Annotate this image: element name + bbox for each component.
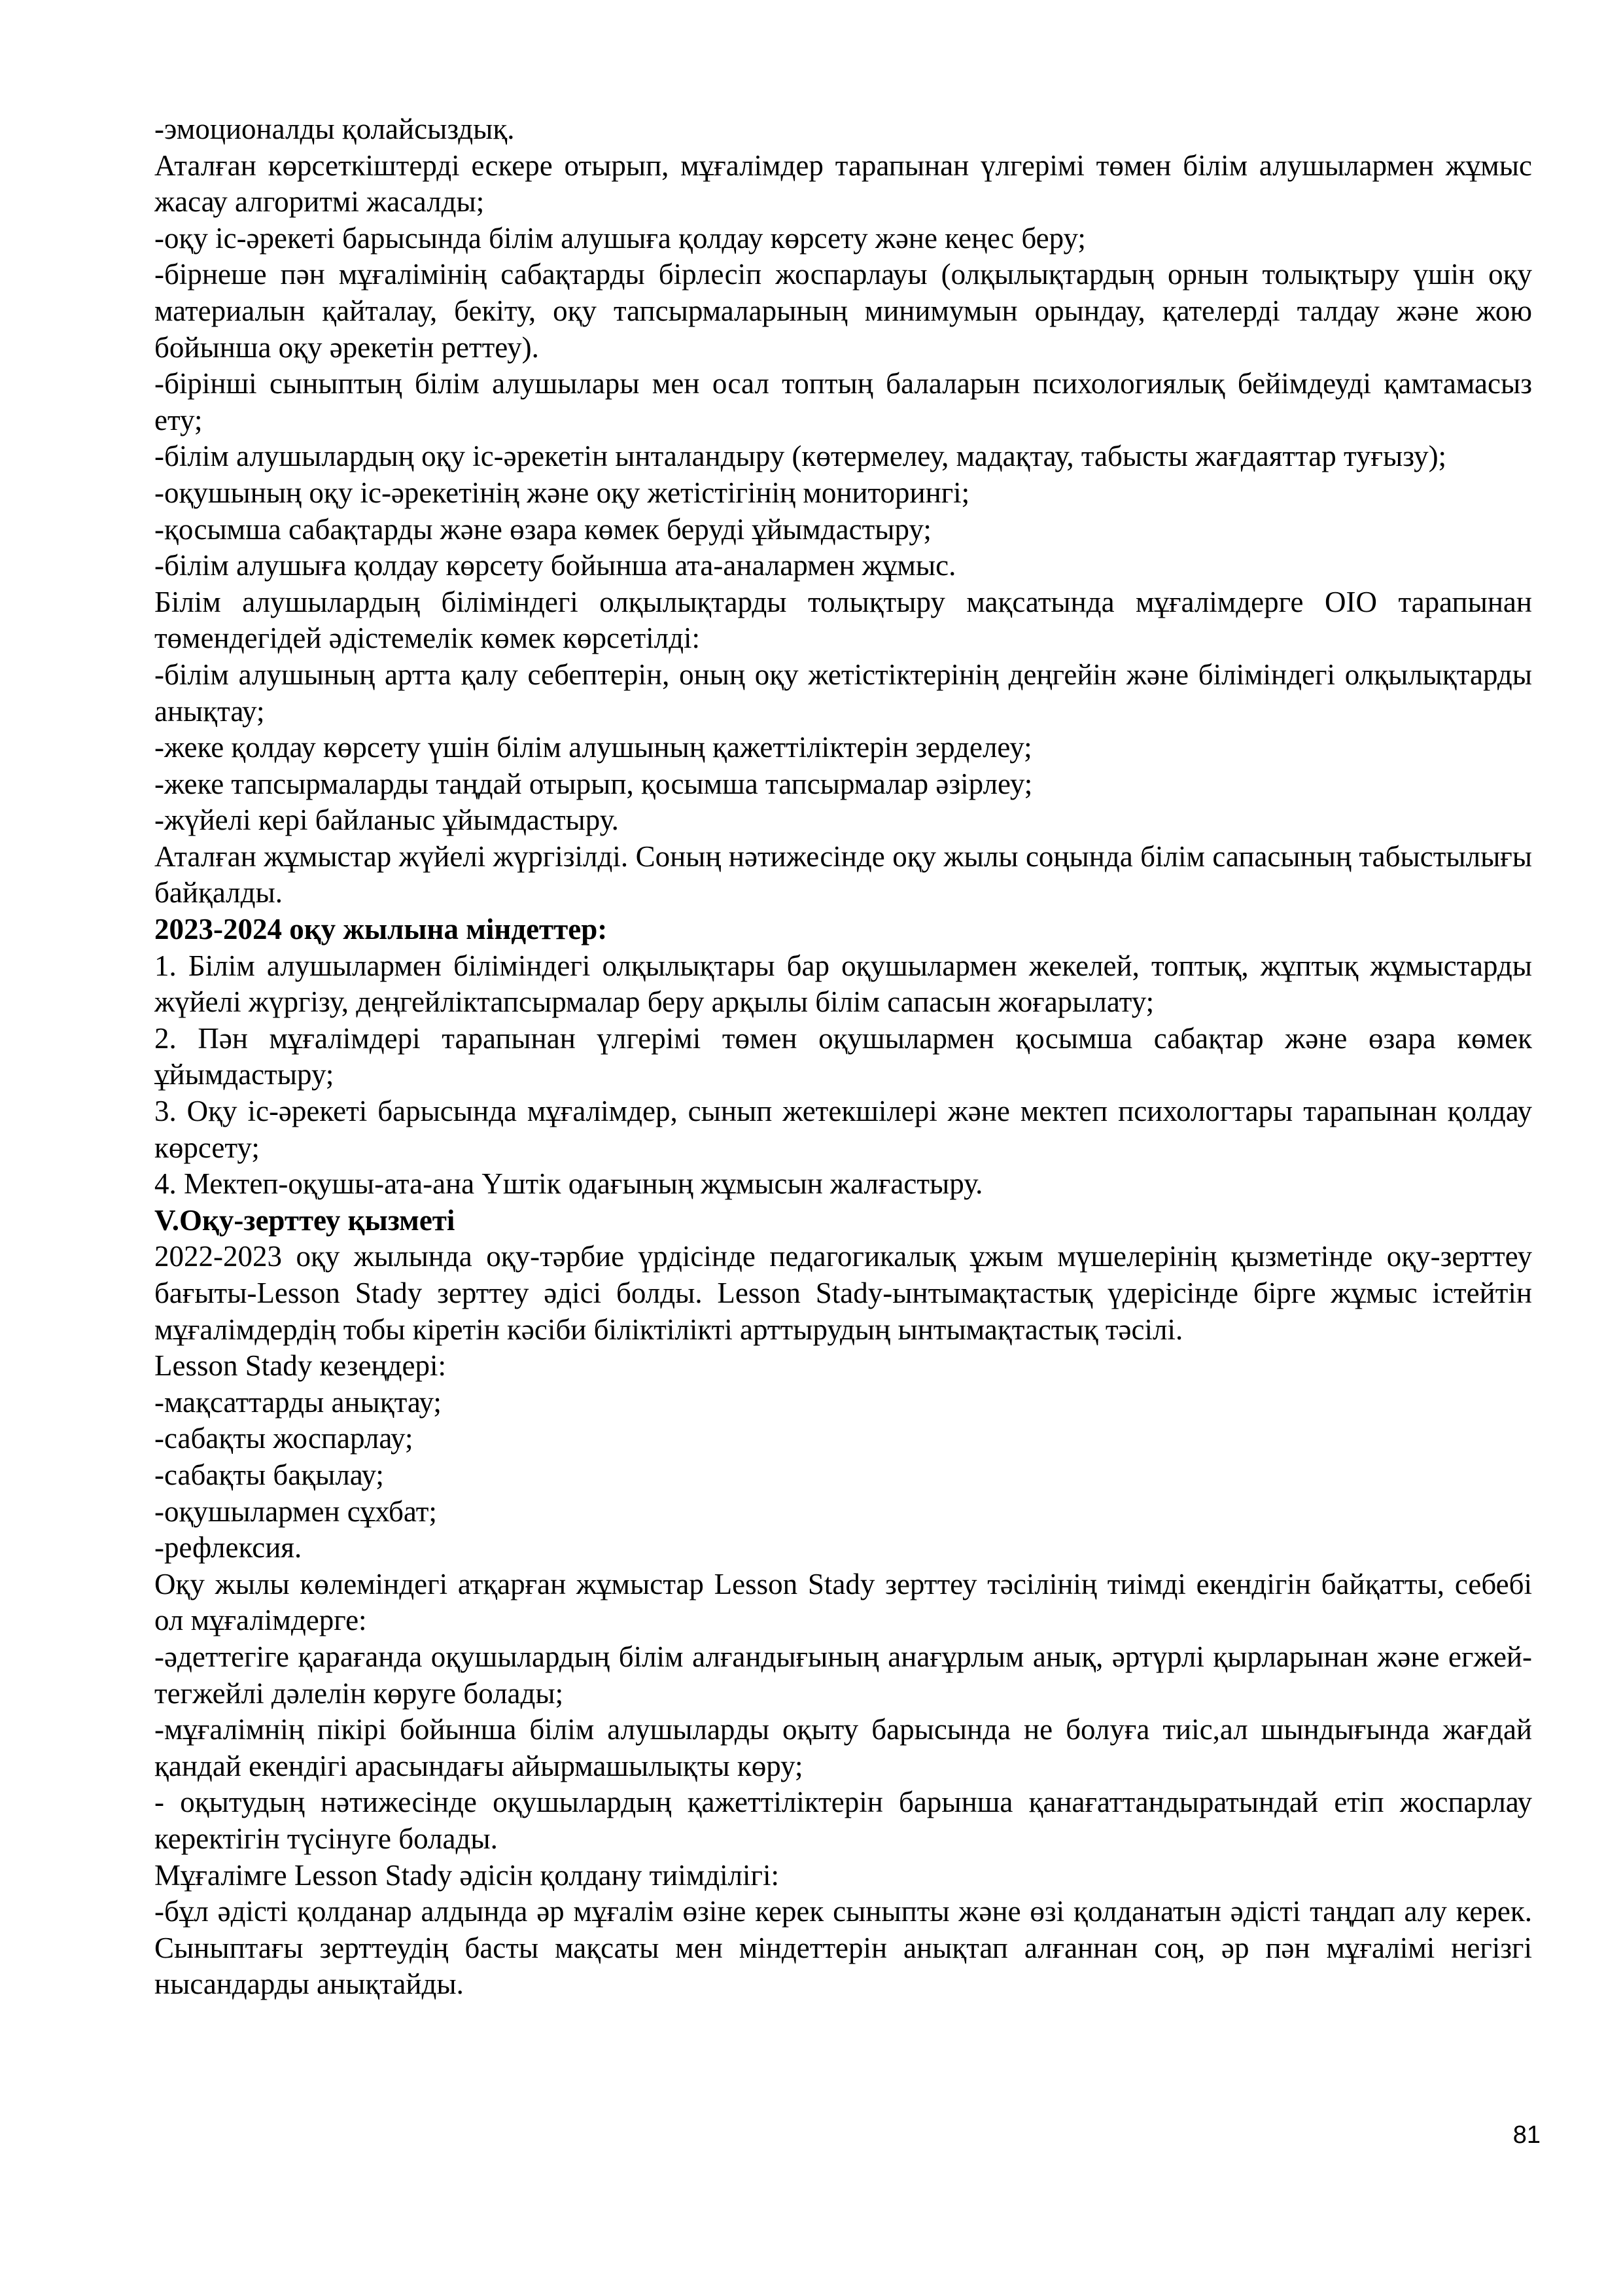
paragraph: -әдеттегіге қарағанда оқушылардың білім алғандығының анағұрлым анық, әртүрлі қырларынан және егжей-тегжейлі дәлелін көруге болады; [154, 1640, 1532, 1710]
paragraph: Мұғалімге Lesson Stady әдісін қолдану тиімділігі: [154, 1858, 779, 1892]
paragraph: 4. Мектеп-оқушы-ата-ана Үштік одағының жұмысын жалғастыру. [154, 1167, 983, 1201]
paragraph: Lesson Stady кезеңдері: [154, 1349, 446, 1383]
paragraph: -бірінші сыныптың білім алушылары мен осал топтың балаларын психологиялық бейімдеуді қамтамасыз ету; [154, 367, 1532, 436]
paragraph: -білім алушының артта қалу себептерін, оның оқу жетістіктерінің деңгейін және біліміндегі олқылықтарды анықтау; [154, 658, 1532, 728]
paragraph: -сабақты жоспарлау; [154, 1422, 413, 1455]
paragraph: -мақсаттарды анықтау; [154, 1385, 442, 1419]
paragraph: -эмоционалды қолайсыздық. [154, 113, 515, 145]
paragraph: - оқытудың нәтижесінде оқушылардың қажеттіліктерін барынша қанағаттандыратындай етіп жоспарлау керектігін түсінуге болады. [154, 1786, 1532, 1855]
paragraph: -бірнеше пән мұғалімінің сабақтарды бірлесіп жоспарлауы (олқылықтардың орнын толықтыру үшін оқу материалын қайталау, бекіту, оқу тапсырмаларының минимумын орындау, қателерді талдау және жою бойынша оқу әрекетін реттеу). [154, 258, 1532, 364]
paragraph: Оқу жылы көлеміндегі атқарған жұмыстар Lesson Stady зерттеу тәсілінің тиімді екендігін байқатты, себебі ол мұғалімдерге: [154, 1567, 1532, 1637]
section-heading: 2023-2024 оқу жылына міндеттер: [154, 913, 608, 946]
paragraph: Білім алушылардың біліміндегі олқылықтарды толықтыру мақсатында мұғалімдерге ОІО тарапынан төмендегідей әдістемелік көмек көрсетілді: [154, 585, 1532, 655]
paragraph: -білім алушылардың оқу іс-әрекетін ынталандыру (көтермелеу, мадақтау, табысты жағдаяттар туғызу); [154, 440, 1447, 473]
paragraph: -рефлексия. [154, 1531, 302, 1564]
paragraph: -қосымша сабақтарды және өзара көмек беруді ұйымдастыру; [154, 512, 932, 546]
paragraph: -оқушылармен сұхбат; [154, 1494, 437, 1528]
paragraph: -білім алушыға қолдау көрсету бойынша ата-аналармен жұмыс. [154, 549, 956, 582]
paragraph: -сабақты бақылау; [154, 1458, 384, 1491]
paragraph: Аталған жұмыстар жүйелі жүргізілді. Соның нәтижесінде оқу жылы соңында білім сапасының табыстылығы байқалды. [154, 839, 1532, 910]
page-number: 81 [1512, 2121, 1541, 2149]
document-body [154, 111, 1532, 2003]
paragraph: 2022-2023 оқу жылында оқу-тәрбие үрдісінде педагогикалық ұжым мүшелерінің қызметінде оқу-зерттеу бағыты-Lesson Stady зерттеу әдісі болды. Lesson Stady-ынтымақтастық үдерісінде бірге жұмыс істейтін мұғалімдердің тобы кіретін кәсіби біліктілікті арттырудың ынтымақтастық тәсілі. [154, 1240, 1532, 1346]
paragraph: -жеке тапсырмаларды таңдай отырып, қосымша тапсырмалар әзірлеу; [154, 767, 1033, 800]
section-heading: V.Оқу-зерттеу қызметі [154, 1203, 455, 1237]
paragraph: -мұғалімнің пікірі бойынша білім алушыларды оқыту барысында не болуға тиіс,ал шындығында жағдай қандай екендігі арасындағы айырмашылықты көру; [154, 1713, 1532, 1782]
paragraph: -жүйелі кері байланыс ұйымдастыру. [154, 804, 619, 837]
paragraph: -жеке қолдау көрсету үшін білім алушының қажеттіліктерін зерделеу; [154, 731, 1032, 764]
paragraph: -бұл әдісті қолданар алдында әр мұғалім өзіне керек сыныпты және өзі қолданатын әдісті таңдап алу керек. Сыныптағы зерттеудің басты мақсаты мен міндеттерін анықтап алғаннан соң, әр пән мұғалімі негізгі нысандарды анықтайды. [154, 1895, 1532, 2001]
paragraph: 3. Оқу іс-әрекеті барысында мұғалімдер, сынып жетекшілері және мектеп психологтары тарапынан қолдау көрсету; [154, 1095, 1532, 1164]
paragraph: -оқу іс-әрекеті барысында білім алушыға қолдау көрсету және кеңес беру; [154, 221, 1086, 255]
paragraph: Аталған көрсеткіштерді ескере отырып, мұғалімдер тарапынан үлгерімі төмен білім алушылармен жұмыс жасау алгоритмі жасалды; [154, 149, 1532, 219]
paragraph: 2. Пән мұғалімдері тарапынан үлгерімі төмен оқушылармен қосымша сабақтар және өзара көмек ұйымдастыру; [154, 1021, 1532, 1091]
paragraph: 1. Білім алушылармен біліміндегі олқылықтары бар оқушылармен жекелей, топтық, жұптық жұмыстарды жүйелі жүргізу, деңгейліктапсырмалар беру арқылы білім сапасын жоғарылату; [154, 949, 1532, 1019]
paragraph: -оқушының оқу іс-әрекетінің және оқу жетістігінің мониторингі; [154, 476, 970, 509]
